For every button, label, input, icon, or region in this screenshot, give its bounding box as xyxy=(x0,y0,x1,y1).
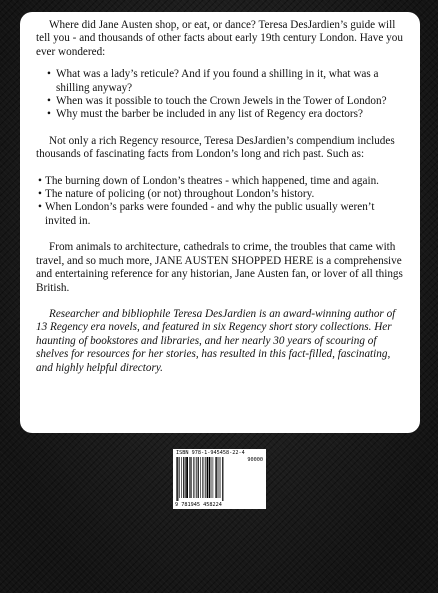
spacer xyxy=(36,122,406,135)
ean-digits: 9 781945 458224 xyxy=(175,502,222,508)
isbn-barcode xyxy=(173,449,266,509)
fact-item: • The burning down of London’s theatres - which happened, time and again. xyxy=(38,175,406,188)
spacer xyxy=(36,59,406,68)
barcode-bar xyxy=(209,457,210,498)
middle-paragraph: Not only a rich Regency resource, Teresa DesJardien’s compendium includes thousands of fascinating facts from London’s long and rich past. Such as: xyxy=(36,134,395,161)
author-bio: Researcher and bibliophile Teresa DesJardien is an award-winning author of 13 Regency era novels, and featured in six Regency short story collections. Her haunting of bookstores and libraries, and her nearly 30 years of scouring of shelves for resources for her stories, has resulted in this fact-filled, fascinating, and highly helpful directory. xyxy=(36,307,396,374)
barcode-bar xyxy=(183,457,184,498)
barcode-bar xyxy=(189,457,190,498)
back-cover-blurb-panel xyxy=(20,12,420,433)
barcode-bar xyxy=(177,457,178,501)
barcode-bar xyxy=(190,457,191,498)
closing-paragraph: From animals to architecture, cathedrals to crime, the troubles that came with travel, and so much more, JANE AUSTEN SHOPPED HERE is a comprehensive and entertaining reference for any historian, Jane Austen fan, or lover of all things British. xyxy=(36,241,403,294)
barcode-bar xyxy=(193,457,194,498)
question-item: • Why must the barber be included in any list of Regency era doctors? xyxy=(47,108,406,121)
barcode-bar xyxy=(215,457,216,498)
barcode-bar xyxy=(198,457,199,498)
fact-item: • When London’s parks were founded - and why the public usually weren’t invited in. xyxy=(38,201,406,228)
barcode-bar xyxy=(202,457,203,498)
barcode-bars xyxy=(176,457,242,501)
barcode-bar xyxy=(222,457,223,501)
barcode-bar xyxy=(216,457,217,498)
spacer xyxy=(36,228,406,241)
barcode-bar xyxy=(213,457,214,498)
price-code: 90000 xyxy=(247,457,263,463)
barcode-bar xyxy=(179,457,180,498)
barcode-bar xyxy=(185,457,186,498)
barcode-bar xyxy=(207,457,209,498)
spacer xyxy=(36,295,406,308)
barcode-bar xyxy=(211,457,212,498)
barcode-bar xyxy=(196,457,197,498)
fact-item: • The nature of policing (or not) throughout London’s history. xyxy=(38,188,406,201)
barcode-bar xyxy=(219,457,220,498)
question-item: • When was it possible to touch the Crown Jewels in the Tower of London? xyxy=(47,95,406,108)
barcode-bar xyxy=(205,457,206,498)
intro-paragraph: Where did Jane Austen shop, or eat, or dance? Teresa DesJardien’s guide will tell you - and thousands of other facts about early 19th century London. Have you ever wondered: xyxy=(36,19,403,58)
facts-list xyxy=(36,175,406,229)
barcode-bar xyxy=(176,457,177,501)
barcode-bar xyxy=(181,457,182,498)
barcode-bar xyxy=(200,457,201,498)
isbn-number: ISBN 978-1-945458-22-4 xyxy=(176,450,245,456)
barcode-bar xyxy=(220,457,221,498)
barcode-bar xyxy=(204,457,205,498)
barcode-bar xyxy=(186,457,188,498)
question-item: • What was a lady’s reticule? And if you found a shilling in it, what was a shilling anyway? xyxy=(47,68,406,95)
spacer xyxy=(36,162,406,175)
questions-list xyxy=(36,68,406,122)
barcode-bar xyxy=(195,457,196,498)
